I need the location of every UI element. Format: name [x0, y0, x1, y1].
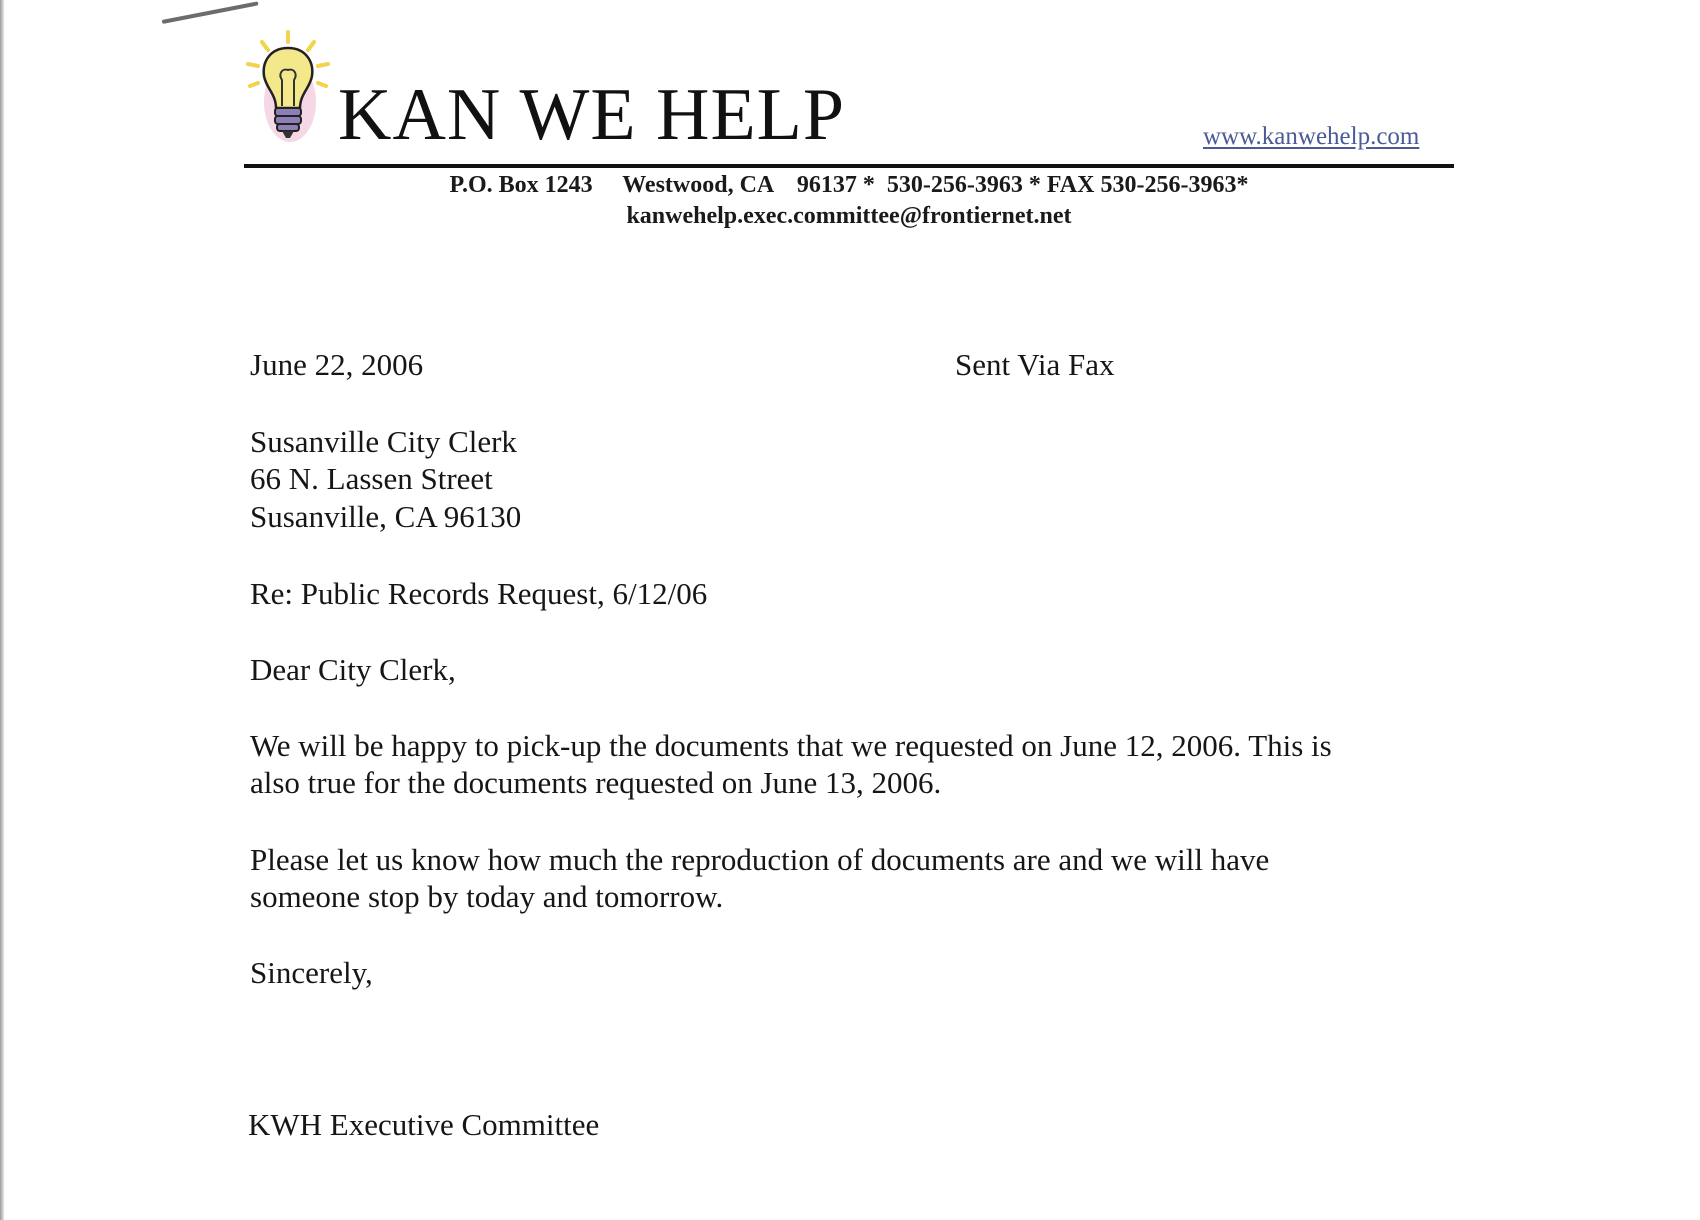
- salutation: Dear City Clerk,: [250, 652, 456, 687]
- paragraph-1-line-1: We will be happy to pick-up the documents that we requested on June 12, 2006. This is: [250, 728, 1332, 763]
- signature: KWH Executive Committee: [248, 1107, 600, 1142]
- contact-email: kanwehelp.exec.committee@frontiernet.net: [626, 203, 1072, 229]
- paragraph-2-line-1: Please let us know how much the reproduction of documents are and we will have: [250, 842, 1270, 877]
- recipient-name: Susanville City Clerk: [250, 424, 517, 459]
- organization-name: KAN WE HELP: [338, 74, 846, 156]
- recipient-street: 66 N. Lassen Street: [250, 461, 493, 496]
- contact-address-line: P.O. Box 1243 Westwood, CA 96137 * 530-256-3963 * FAX 530-256-3963*: [449, 172, 1249, 198]
- pen-mark: [162, 1, 259, 24]
- lightbulb-icon: [244, 28, 340, 146]
- delivery-method: Sent Via Fax: [955, 347, 1115, 382]
- scan-edge: [0, 0, 4, 1220]
- website-link[interactable]: www.kanwehelp.com: [1203, 123, 1420, 150]
- paragraph-1-line-2: also true for the documents requested on June 13, 2006.: [250, 765, 942, 800]
- subject-line: Re: Public Records Request, 6/12/06: [250, 576, 708, 611]
- recipient-city: Susanville, CA 96130: [250, 499, 522, 534]
- paragraph-2-line-2: someone stop by today and tomorrow.: [250, 879, 724, 914]
- closing: Sincerely,: [250, 955, 373, 990]
- letterhead-divider: [244, 164, 1454, 168]
- letter-date: June 22, 2006: [250, 347, 424, 382]
